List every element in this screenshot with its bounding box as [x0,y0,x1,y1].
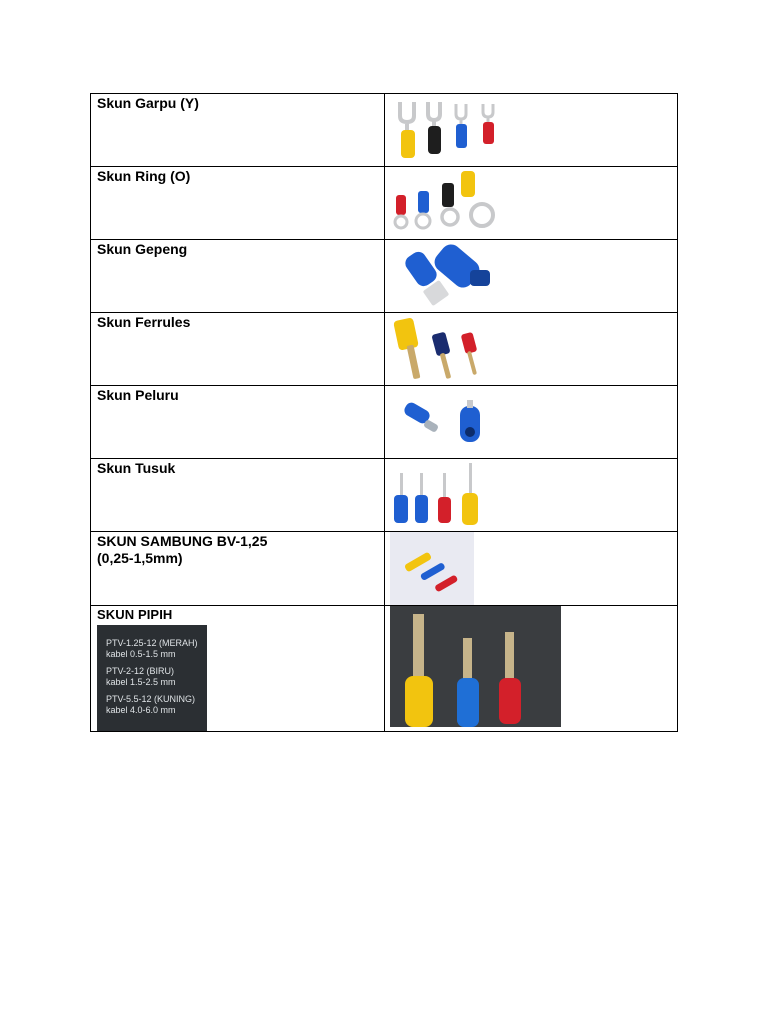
row-label: Skun Gepeng [97,241,188,257]
label-cell [91,606,385,732]
pin-terminals-image [390,459,490,531]
row-label: Skun Ring (O) [97,168,191,184]
spec-code: PTV-1.25-12 (MERAH) [106,638,198,648]
butt-connector-image [390,532,474,605]
pipih-spec-image [97,625,207,731]
table-row [91,167,678,240]
bullet-terminals-image [390,386,500,456]
spec-cable: kabel 4.0-6.0 mm [106,705,176,715]
image-cell [384,386,678,459]
label-cell [91,386,385,459]
image-cell [384,606,678,732]
spec-code: PTV-2-12 (BIRU) [106,666,175,676]
label-cell [91,532,385,606]
flat-terminals-image [390,240,500,310]
spec-cable: kabel 1.5-2.5 mm [106,677,176,687]
row-label: Skun Tusuk [97,460,176,476]
row-label: SKUN SAMBUNG BV-1,25 (0,25-1,5mm) [97,533,268,566]
row-label: Skun Garpu (Y) [97,95,199,111]
spec-code: PTV-5.5-12 (KUNING) [106,694,196,704]
table-row [91,532,678,606]
ferrule-terminals-image [390,313,505,385]
row-label: Skun Peluru [97,387,179,403]
label-cell [91,459,385,532]
label-cell [91,240,385,313]
fork-terminals-image [390,94,510,164]
table-row [91,459,678,532]
label-cell [91,167,385,240]
flat-pin-terminals-image [390,606,561,727]
ring-terminals-image [390,167,505,237]
spec-cable: kabel 0.5-1.5 mm [106,649,176,659]
label-cell [91,313,385,386]
pipih-title: SKUN PIPIH [97,607,173,622]
row-label: Skun Ferrules [97,314,191,330]
image-cell [384,167,678,240]
table-row [91,240,678,313]
table-row [91,94,678,167]
image-cell [384,240,678,313]
label-cell [91,94,385,167]
image-cell [384,459,678,532]
image-cell [384,532,678,606]
image-cell [384,313,678,386]
terminal-table [90,93,678,732]
table-row [91,386,678,459]
image-cell [384,94,678,167]
table-row [91,606,678,732]
table-row [91,313,678,386]
